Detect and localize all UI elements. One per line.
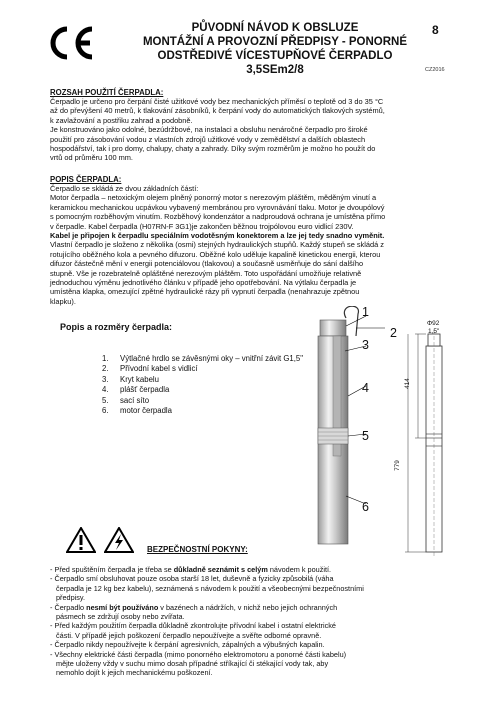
title-line-3: ODSTŘEDIVÉ VÍCESTUPŇOVÉ ČERPADLO [157, 50, 393, 62]
callout-4: 4 [362, 381, 369, 395]
description-line: difuzor částečně mění v energii potenciálovou (tlakovou) a současně usměrňuje do sání dalšího [50, 259, 364, 269]
list-item: - Před každým použitím čerpadla důkladně zkontrolujte přívodní kabel i ostatní elektrické [50, 621, 336, 631]
scope-line: použití pro zásobování vodou z vlastních zdrojů užitkové vody v zemědělství a dalších oblastech [50, 134, 366, 144]
callout-5: 5 [362, 429, 369, 443]
ce-mark-logo [50, 26, 96, 60]
list-item: pásmech se zdržují osoby nebo zvířata. [56, 612, 185, 622]
dim-779: 779 [393, 460, 401, 471]
list-item: nemohlo dojít k jejich mechanickému poškození. [56, 668, 213, 678]
parts-list [102, 354, 303, 416]
document-title [110, 21, 440, 77]
callout-1: 1 [362, 305, 369, 319]
title-line-2: MONTÁŽNÍ A PROVOZNÍ PŘEDPISY - PONORNÉ [142, 36, 408, 48]
description-heading: POPIS ČERPADLA: [50, 175, 122, 184]
scope-heading: ROZSAH POUŽITÍ ČERPADLA: [50, 88, 164, 97]
list-item: čerpadla je 12 kg bez kabelu), seznámená s návodem k použití a všeobecnými bezpečnostními [56, 583, 364, 593]
scope-line: hospodářství, tak i pro domy, chalupy, chaty a zahrady. Díky svým rozměrům je možno ho použít do [50, 144, 376, 154]
outlet-shape [320, 320, 346, 336]
dim-diameter: Φ92 [427, 320, 440, 327]
page-number: 8 [432, 23, 439, 37]
scope-line: k zavlažování a postřiku zahrad a podobně. [50, 115, 193, 125]
list-item: mějte uloženy vždy v suchu mimo dosah případné stříkající či stékající vody tak, aby [56, 659, 329, 669]
pump-outline-shape [426, 346, 442, 552]
callout-2: 2 [390, 326, 397, 340]
list-item: - Všechny elektrické části čerpadla (mimo ponorného elektromotoru a ponorné části kabelu) [50, 649, 347, 659]
description-line: keramickou mechanickou ucpávkou vybavený membránou pro vyrovnávání tlaku. Motor je dvoupólový [50, 202, 385, 212]
safety-list [50, 565, 455, 678]
list-item: 1. Výtlačné hrdlo se závěsnými oky – vnitřní závit G1,5" [102, 354, 304, 363]
list-item: části. V případě jejich poškození čerpadlo nepoužívejte a svěřte odborné opravně. [56, 630, 322, 640]
description-line: jednoduchou výměnu jednotlivého článku v případě jeho opotřebování. Na výtlaku čerpadla je [50, 278, 357, 288]
scope-text [50, 97, 460, 163]
list-item: 5. sací síto [102, 395, 150, 405]
description-line: rotujícího oběžného kola a pevného difuzoru. Oběžné kolo uděluje kapalině kinetickou energii, kterou [50, 249, 381, 259]
list-item: - Čerpadlo nesmí být používáno v bazénech a nádržích, v nichž nebo jejich ochranných [50, 602, 338, 612]
scope-line: Je konstruováno jako odolné, bezúdržbové, na instalaci a obsluhu nenáročné čerpadlo pro široké [50, 125, 368, 135]
description-line: Motor čerpadla – netoxickým olejem plněný ponorný motor s nerezovým pláštěm, měděným vinutí a [50, 193, 377, 203]
model-number: 3,5SEm2/8 [246, 64, 304, 76]
description-line: s pomocným rozběhovým vinutím. Rozběhový kondenzátor a nadproudová ochrana je umístěna přímo [50, 212, 386, 222]
list-item: - Čerpadlo smí obsluhovat pouze osoba starší 18 let, duševně a fyzicky způsobilá (váha [50, 574, 334, 584]
list-item: předpisy. [56, 593, 86, 603]
pump-illustration [300, 306, 410, 546]
electric-hazard-icon [104, 527, 134, 553]
description-line: Kabel je připojen k čerpadlu speciálním vodotěsným konektorem a lze jej tedy snadno vyměnit. [50, 231, 385, 241]
description-line: stupně. Vše je rozebratelně opláštěné nerezovým pláštěm. Toto uspořádání umožňuje relativně [50, 268, 362, 278]
parts-heading: Popis a rozměry čerpadla: [60, 322, 173, 332]
dim-414: 414 [403, 378, 411, 389]
scope-line: až do převýšení 40 metrů, k tlakování zásobníků, k čerpání vody do automatických tlakových systémů, [50, 106, 385, 116]
scope-line: Čerpadlo je určeno pro čerpání čisté užitkové vody bez mechanických příměsí o teplotě od 3 do 35 °C [50, 97, 384, 106]
list-item: 6. motor čerpadla [102, 406, 173, 416]
title-line-1: PŮVODNÍ NÁVOD K OBSLUZE [191, 22, 359, 34]
list-item: 4. plášť čerpadla [102, 385, 170, 395]
description-text [50, 184, 460, 306]
list-item: - Čerpadlo nikdy nepoužívejte k čerpání agresivních, zápalných a výbušných kapalin. [50, 640, 325, 650]
scope-line: vrtů od průměru 100 mm. [50, 153, 133, 163]
list-item: 3. Kryt kabelu [102, 374, 160, 384]
description-line: Vlastní čerpadlo je složeno z několika (osmi) stejných hydraulických stupňů. Každý stupeň se skládá z [50, 240, 384, 250]
list-item: 2. Přívodní kabel s vidlicí [102, 364, 198, 374]
callout-3: 3 [362, 338, 369, 352]
document-code: CZ2016 [425, 67, 445, 73]
dim-thread: 1,5" [428, 328, 440, 335]
safety-heading: BEZPEČNOSTNÍ POKYNY: [147, 545, 248, 554]
callout-6: 6 [362, 500, 369, 514]
warning-exclamation-icon [66, 527, 96, 553]
list-item: - Před spuštěním čerpadla je třeba se důkladně seznámit s celým návodem k použití. [50, 565, 332, 574]
description-line: klapku). [50, 296, 76, 306]
description-line: v čerpadle. Kabel čerpadla (H07RN-F 3G1)je zakončen běžnou trojpólovou euro vidlicí 230V. [50, 221, 354, 231]
description-line: umístěna klapka, omezující zpětné hydraulické rázy při vypnutí čerpadla (nenahrazuje zpětnou [50, 287, 360, 297]
description-line: Čerpadlo se skládá ze dvou základních částí: [50, 184, 199, 193]
dimension-drawing [398, 330, 468, 556]
